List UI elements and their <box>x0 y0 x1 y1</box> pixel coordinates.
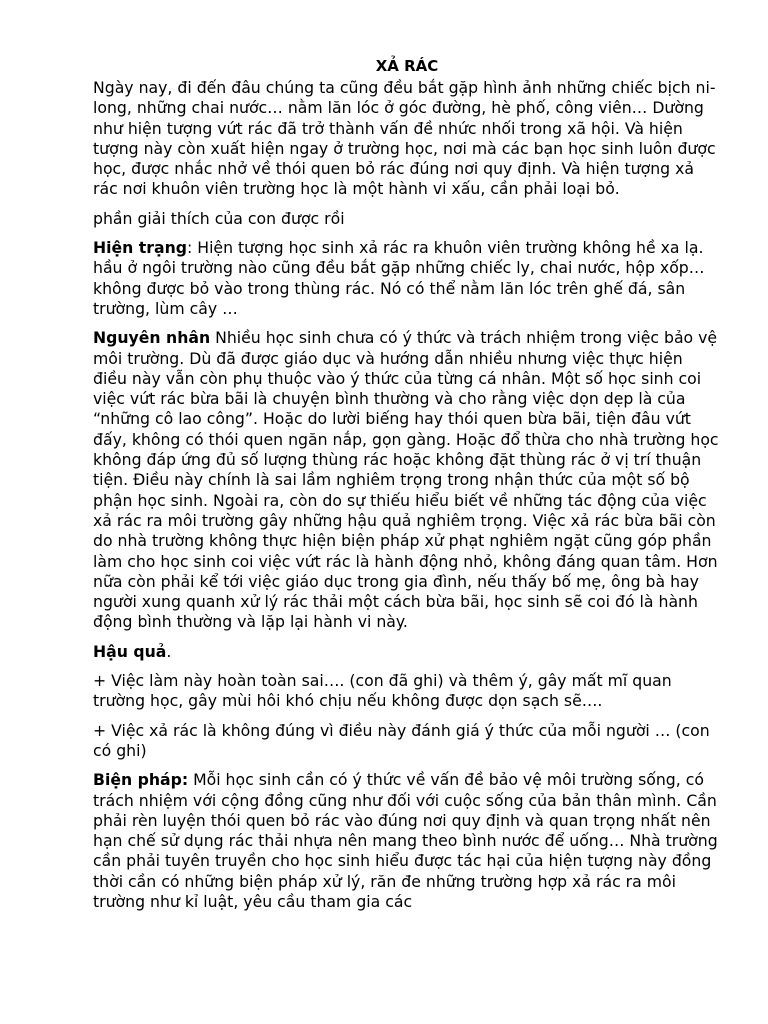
consequence-paragraph <box>93 642 721 662</box>
solution-heading: Biện pháp: <box>93 770 189 790</box>
cause-paragraph <box>93 328 721 632</box>
consequence-bullet-1: + Việc làm này hoàn toàn sai…. (con đã ghi) và thêm ý, gây mất mĩ quan trường học, gây mùi hôi khó chịu nếu không được dọn sạch sẽ…. <box>93 671 672 711</box>
cause-heading: Nguyên nhân <box>93 328 211 348</box>
status-heading: Hiện trạng <box>93 238 187 258</box>
status-text: : Hiện tượng học sinh xả rác ra khuôn viên trường không hề xa lạ. hầu ở ngôi trường nào cũng đều bắt gặp những chiếc ly, chai nước, hộp xốp… không được bỏ vào trong thùng rác. Nó có thể nằm lăn lóc trên ghế đá, sân trường, lùm cây … <box>93 238 705 318</box>
cause-text: Nhiều học sinh chưa có ý thức và trách nhiệm trong việc bảo vệ môi trường. Dù đã được giáo dục và hướng dẫn nhiều nhưng việc thực hiện điều này vẫn còn phụ thuộc vào ý thức của từng cá nhân. Một số học sinh coi việc vứt rác bừa bãi là chuyện bình thường và cho rằng việc dọn dẹp là của “những cô lao công”. Hoặc do lười biếng hay thói quen bừa bãi, tiện đâu vứt đấy, không có thói quen ngăn nắp, gọn gàng. Hoặc đổ thừa cho nhà trường học không đáp ứng đủ số lượng thùng rác hoặc không đặt thùng rác ở vị trí thuận tiện. Điều này chính là sai lầm nghiêm trọng trong nhận thức của một số bộ phận học sinh. Ngoài ra, còn do sự thiếu hiểu biết về những tác động của việc xả rác ra môi trường gây những hậu quả nghiêm trọng. Việc xả rác bừa bãi còn do nhà trường không thực hiện biện pháp xử phạt nghiêm ngặt cũng góp phần làm cho học sinh coi việc vứt rác là hành động nhỏ, không đáng quan tâm. Hơn nữa còn phải kể tới việc giáo dục trong gia đình, nếu thấy bố mẹ, ông bà hay người xung quanh xử lý rác thải một cách bừa bãi, học sinh sẽ coi đó là hành động bình thường và lặp lại hành vi này. <box>93 328 719 632</box>
status-paragraph <box>93 238 721 319</box>
consequence-text: . <box>166 641 172 661</box>
teacher-note: phần giải thích của con được rồi <box>93 208 345 228</box>
consequence-heading: Hậu quả <box>93 641 167 661</box>
document-page <box>93 56 721 921</box>
consequence-bullet-2: + Việc xả rác là không đúng vì điều này đánh giá ý thức của mỗi người … (con có ghi) <box>93 720 710 760</box>
solution-paragraph <box>93 770 721 912</box>
document-title: XẢ RÁC <box>375 57 439 75</box>
solution-text: Mỗi học sinh cần có ý thức về vấn đề bảo vệ môi trường sống, có trách nhiệm với cộng đồng cũng như đối với cuộc sống của bản thân mình. Cần phải rèn luyện thói quen bỏ rác vào đúng nơi quy định và quan trọng nhất nên hạn chế sử dụng rác thải nhựa nên mang theo bình nước để uống… Nhà trường cần phải tuyên truyền cho học sinh hiểu được tác hại của hiện tượng này đồng thời cần có những biện pháp xử lý, răn đe những trường hợp xả rác ra môi trường như kỉ luật, yêu cầu tham gia các <box>93 770 718 911</box>
intro-paragraph: Ngày nay, đi đến đâu chúng ta cũng đều bắt gặp hình ảnh những chiếc bịch ni-long, những chai nước… nằm lăn lóc ở góc đường, hè phố, công viên… Dường như hiện tượng vứt rác đã trở thành vấn đề nhức nhối trong xã hội. Và hiện tượng này còn xuất hiện ngay ở trường học, nơi mà các bạn học sinh luôn được học, được nhắc nhở về thói quen bỏ rác đúng nơi quy định. Và hiện tượng xả rác nơi khuôn viên trường học là một hành vi xấu, cần phải loại bỏ. <box>93 78 716 199</box>
